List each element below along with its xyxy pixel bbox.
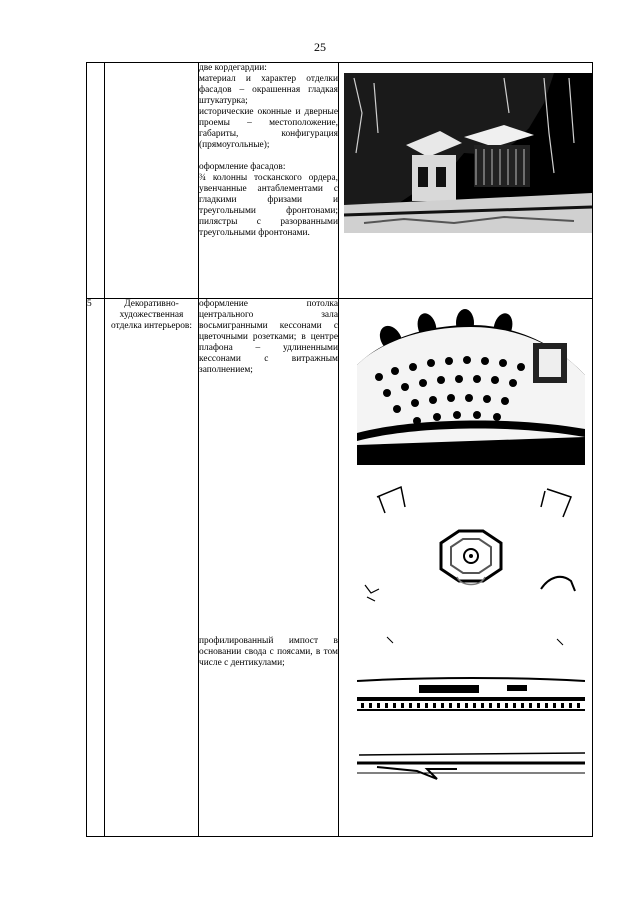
page-number: 25: [314, 40, 326, 54]
row-description: [199, 63, 339, 299]
ceiling-coffers-photo: [357, 305, 585, 465]
table-row: [87, 63, 593, 299]
row-category: [105, 63, 199, 299]
description-line: ¾ колонны тосканского ордера, увенчанные антаблементами с гладкими фризами и треугольными фронтонами; пилястры с разорванными треугольными фронтонами.: [199, 173, 338, 238]
row-category: Декоративно-художественная отделка интерьеров:: [105, 299, 199, 837]
description-line: исторические оконные и дверные проемы – местоположение, габариты, конфигурация (прямоугольные);: [199, 107, 338, 150]
photo-cell: [339, 299, 593, 837]
description-line: оформление потолка центрального зала восьмигранными кессонами с цветочными розетками; в центре плафона – удлиненными кессонами с витражным заполнением;: [199, 299, 338, 375]
heritage-table: [86, 62, 593, 837]
description-line: две кордегардии:: [199, 63, 267, 73]
description-line: материал и характер отделки фасадов – окрашенная гладкая штукатурка;: [199, 74, 338, 106]
row-number: 5: [87, 299, 105, 837]
table-row: [87, 299, 593, 837]
row-description: [199, 299, 339, 837]
row-number: [87, 63, 105, 299]
impost-photo: [357, 677, 585, 713]
description-line: профилированный импост в основании свода с поясами, в том числе с дентикулами;: [199, 636, 338, 668]
dentils-band-photo: [357, 749, 585, 783]
ceiling-plafond-photo: [357, 477, 585, 655]
guardhouse-photo: [344, 73, 592, 233]
description-line: оформление фасадов:: [199, 162, 286, 172]
photo-cell: [339, 63, 593, 299]
